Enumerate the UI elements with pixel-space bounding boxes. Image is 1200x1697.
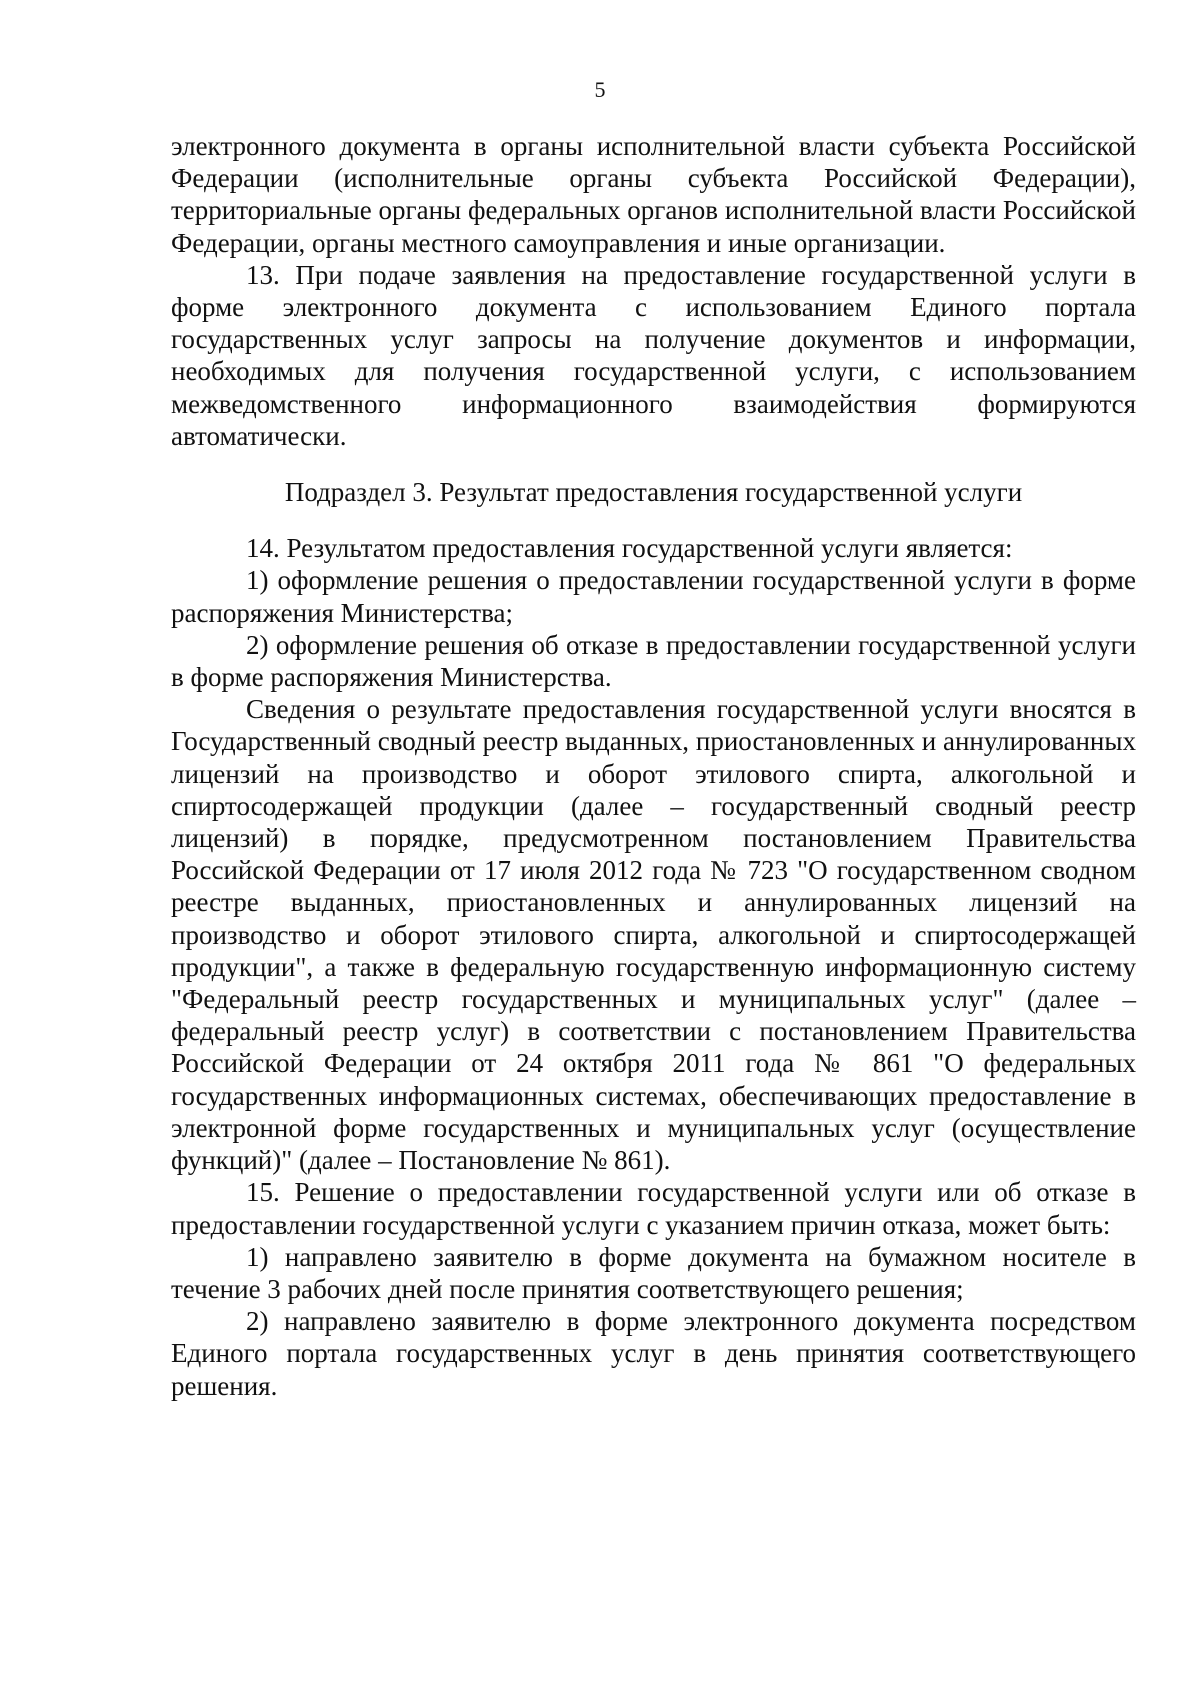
paragraph-item-14: 14. Результатом предоставления государственной услуги является: (246, 533, 1013, 564)
paragraph-item-13: 13. При подаче заявления на предоставление государственной услуги в форме электронного документа с использованием Единого портала государственных услуг запросы на получение документов и информации, необходимых для получения государственной услуги, с использованием межведомственного информационного взаимодействия формируются автоматически. (171, 259, 1136, 451)
paragraph-item-14-1: 1) оформление решения о предоставлении государственной услуги в форме распоряжения Министерства; (171, 565, 1136, 628)
paragraph-continuation: электронного документа в органы исполнительной власти субъекта Российской Федерации (исполнительные органы субъекта Российской Федерации), территориальные органы федеральных органов исполнительной власти Российской Федерации, органы местного самоуправления и иные организации. (171, 131, 1136, 258)
page-number: 5 (594, 77, 606, 102)
paragraph-registry-info: Сведения о результате предоставления государственной услуги вносятся в Государственный сводный реестр выданных, приостановленных и аннулированных лицензий на производство и оборот этилового спирта, алкогольной и спиртосодержащей продукции (далее – государственный сводный реестр лицензий) в порядке, предусмотренном постановлением Правительства Российской Федерации от 17 июля 2012 года № 723 "О государственном сводном реестре выданных, приостановленных и аннулированных лицензий на производство и оборот этилового спирта, алкогольной и спиртосодержащей продукции", а также в федеральную государственную информационную систему "Федеральный реестр государственных и муниципальных услуг" (далее – федеральный реестр услуг) в соответствии с постановлением Правительства Российской Федерации от 24 октября 2011 года № 861 "О федеральных государственных информационных системах, обеспечивающих предоставление в электронной форме государственных и муниципальных услуг (осуществление функций)" (далее – Постановление № 861). (171, 694, 1136, 1176)
subsection-heading: Подраздел 3. Результат предоставления государственной услуги (284, 477, 1023, 508)
document-body (171, 130, 1136, 1402)
paragraph-item-15-1: 1) направлено заявителю в форме документа на бумажном носителе в течение 3 рабочих дней после принятия соответствующего решения; (171, 1241, 1136, 1304)
paragraph-item-15-2: 2) направлено заявителю в форме электронного документа посредством Единого портала государственных услуг в день принятия соответствующего решения. (171, 1306, 1136, 1401)
paragraph-item-15: 15. Решение о предоставлении государственной услуги или об отказе в предоставлении государственной услуги с указанием причин отказа, может быть: (171, 1177, 1136, 1240)
paragraph-item-14-2: 2) оформление решения об отказе в предоставлении государственной услуги в форме распоряжения Министерства. (171, 629, 1136, 693)
